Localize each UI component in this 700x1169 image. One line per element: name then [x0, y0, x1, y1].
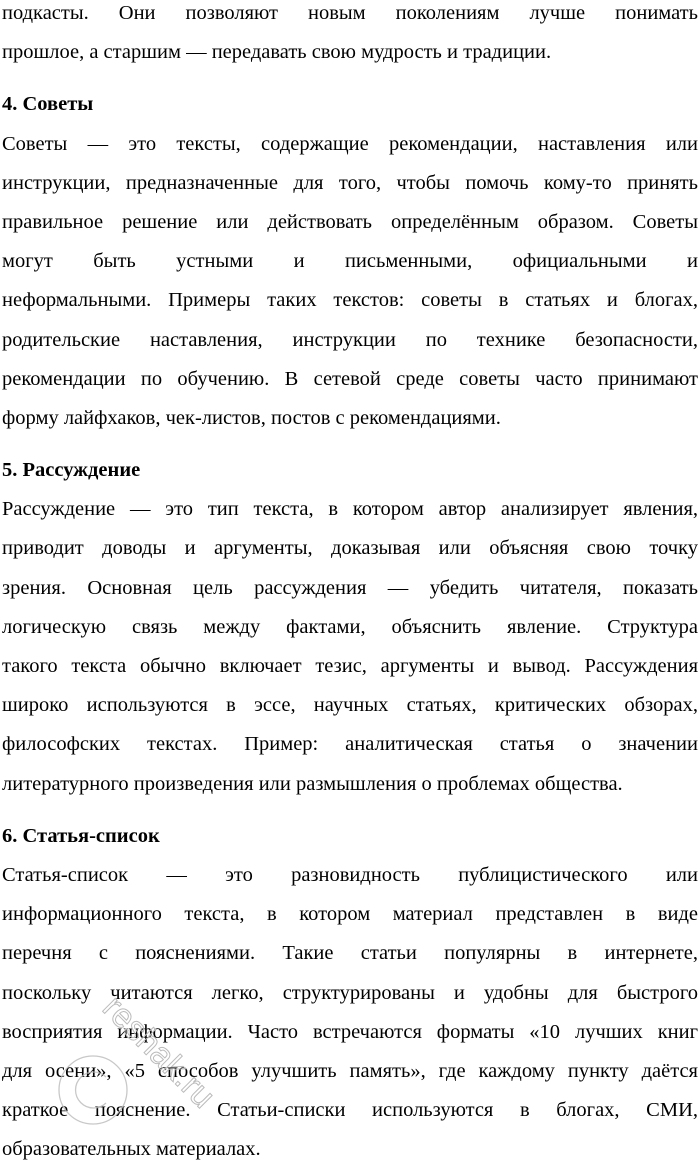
- paragraph-line: литературного произведения или размышления о проблемах общества.: [2, 772, 623, 795]
- paragraph-line: приводит доводы и аргументы, доказывая или объясняя свою точку: [2, 537, 698, 560]
- paragraph-line: логическую связь между фактами, объяснить явление. Структура: [2, 615, 698, 638]
- paragraph-line: инструкции, предназначенные для того, чтобы помочь кому-то принять: [2, 171, 698, 194]
- paragraph-line: правильное решение или действовать определённым образом. Советы: [2, 210, 698, 233]
- paragraph-line: широко используются в эссе, научных статьях, критических обзорах,: [2, 694, 698, 717]
- document-section: [2, 0, 698, 72]
- paragraph-line: прошлое, а старшим — передавать свою мудрость и традиции.: [2, 41, 552, 64]
- paragraph-line: Статья-список — это разновидность публицистического или: [2, 863, 698, 886]
- paragraph-line: рекомендации по обучению. В сетевой среде советы часто принимают: [2, 367, 698, 390]
- document-section: [2, 451, 698, 804]
- paragraph-line: Советы — это тексты, содержащие рекомендации, наставления или: [2, 132, 698, 155]
- paragraph-line: могут быть устными и письменными, официальными и: [2, 250, 698, 273]
- paragraph-line: для осени», «5 способов улучшить память», где каждому пункту даётся: [2, 1059, 698, 1082]
- paragraph-line: зрения. Основная цель рассуждения — убедить читателя, показать: [2, 576, 698, 599]
- paragraph-line: перечня с пояснениями. Такие статьи популярны в интернете,: [2, 942, 698, 965]
- paragraph-line: родительские наставления, инструкции по технике безопасности,: [2, 328, 698, 351]
- paragraph-line: восприятия информации. Часто встречаются форматы «10 лучших книг: [2, 1020, 698, 1043]
- paragraph-line: краткое пояснение. Статьи-списки используются в блогах, СМИ,: [2, 1099, 698, 1122]
- document-section: [2, 85, 698, 438]
- paragraph-line: философских текстах. Пример: аналитическая статья о значении: [2, 733, 698, 756]
- paragraph-line: форму лайфхаков, чек-листов, постов с рекомендациями.: [2, 406, 501, 429]
- paragraph-line: информационного текста, в котором материал представлен в виде: [2, 903, 698, 926]
- section-heading: 4. Советы: [2, 93, 94, 116]
- paragraph-line: Рассуждение — это тип текста, в котором автор анализирует явления,: [2, 498, 698, 521]
- paragraph-line: поскольку читаются легко, структурированы и удобны для быстрого: [2, 981, 698, 1004]
- svg-text:reshak.ru: reshak.ru: [95, 988, 223, 1116]
- paragraph-line: неформальными. Примеры таких текстов: советы в статьях и блогах,: [2, 289, 698, 312]
- paragraph-line: образовательных материалах.: [2, 1138, 261, 1161]
- section-heading: 5. Рассуждение: [2, 459, 141, 482]
- document-section: [2, 817, 698, 1169]
- section-heading: 6. Статья-список: [2, 824, 160, 847]
- paragraph-line: подкасты. Они позволяют новым поколениям лучше понимать: [2, 2, 698, 24]
- document-body: [2, 0, 698, 1169]
- paragraph-line: такого текста обычно включает тезис, аргументы и вывод. Рассуждения: [2, 655, 698, 677]
